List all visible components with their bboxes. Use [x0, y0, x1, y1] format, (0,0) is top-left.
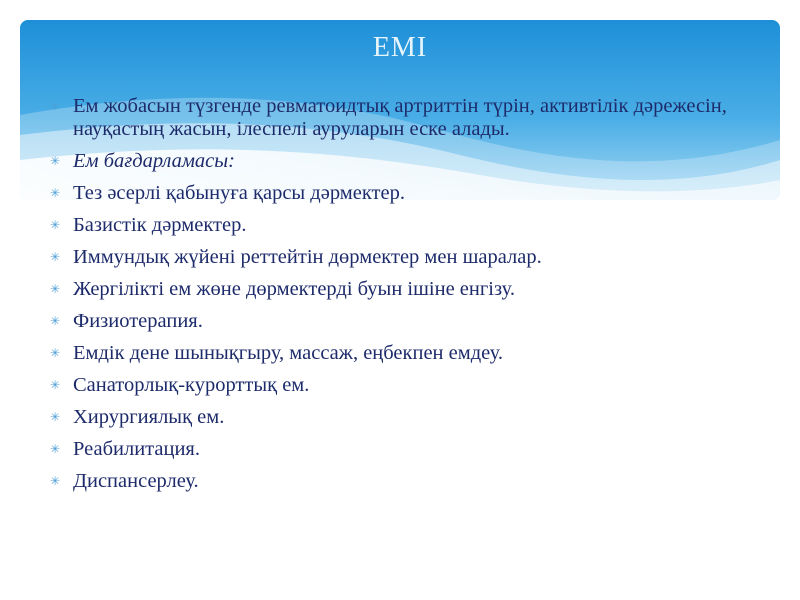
list-item	[50, 182, 750, 205]
list-item-text: Ем бағдарламасы:	[73, 150, 235, 172]
bullet-star-icon: ✳	[50, 250, 61, 264]
list-item-text: Базистік дәрмектер.	[73, 214, 247, 236]
list-item	[50, 246, 750, 269]
list-item	[50, 438, 750, 461]
list-item-text: Реабилитация.	[73, 438, 200, 460]
list-item	[50, 95, 750, 141]
bullet-star-icon: ✳	[50, 218, 61, 232]
bullet-star-icon: ✳	[50, 99, 61, 113]
bullet-star-icon: ✳	[50, 378, 61, 392]
bullet-star-icon: ✳	[50, 282, 61, 296]
list-item	[50, 310, 750, 333]
list-item	[50, 214, 750, 237]
bullet-star-icon: ✳	[50, 474, 61, 488]
list-item	[50, 406, 750, 429]
list-item	[50, 150, 750, 173]
list-item	[50, 278, 750, 301]
list-item-text: Иммундық жүйені реттейтін дөрмектер мен шаралар.	[73, 246, 542, 268]
list-item	[50, 470, 750, 493]
list-item-text: Тез әсерлі қабынуға қарсы дәрмектер.	[73, 182, 405, 204]
bullet-list	[50, 95, 750, 502]
slide-title: ЕМІ	[372, 32, 428, 63]
list-item-text: Физиотерапия.	[73, 310, 203, 332]
bullet-star-icon: ✳	[50, 314, 61, 328]
bullet-star-icon: ✳	[50, 410, 61, 424]
bullet-star-icon: ✳	[50, 442, 61, 456]
bullet-star-icon: ✳	[50, 346, 61, 360]
list-item-text: Жергілікті ем жөне дөрмектерді буын ішіне енгізу.	[73, 278, 515, 300]
bullet-star-icon: ✳	[50, 186, 61, 200]
list-item-text: Емдік дене шынықгыру, массаж, еңбекпен емдеу.	[73, 342, 504, 364]
list-item	[50, 374, 750, 397]
list-item-text: Ем жобасын түзгенде ревматоидтық артриттін түрін, активтілік дәрежесін, науқастың жасын, ілеспелі ауруларын еске алады.	[73, 95, 727, 140]
list-item-text: Хирургиялық ем.	[73, 406, 225, 428]
list-item-text: Диспансерлеу.	[73, 470, 199, 492]
list-item	[50, 342, 750, 365]
bullet-star-icon: ✳	[50, 154, 61, 168]
list-item-text: Санаторлық-курорттық ем.	[73, 374, 310, 396]
